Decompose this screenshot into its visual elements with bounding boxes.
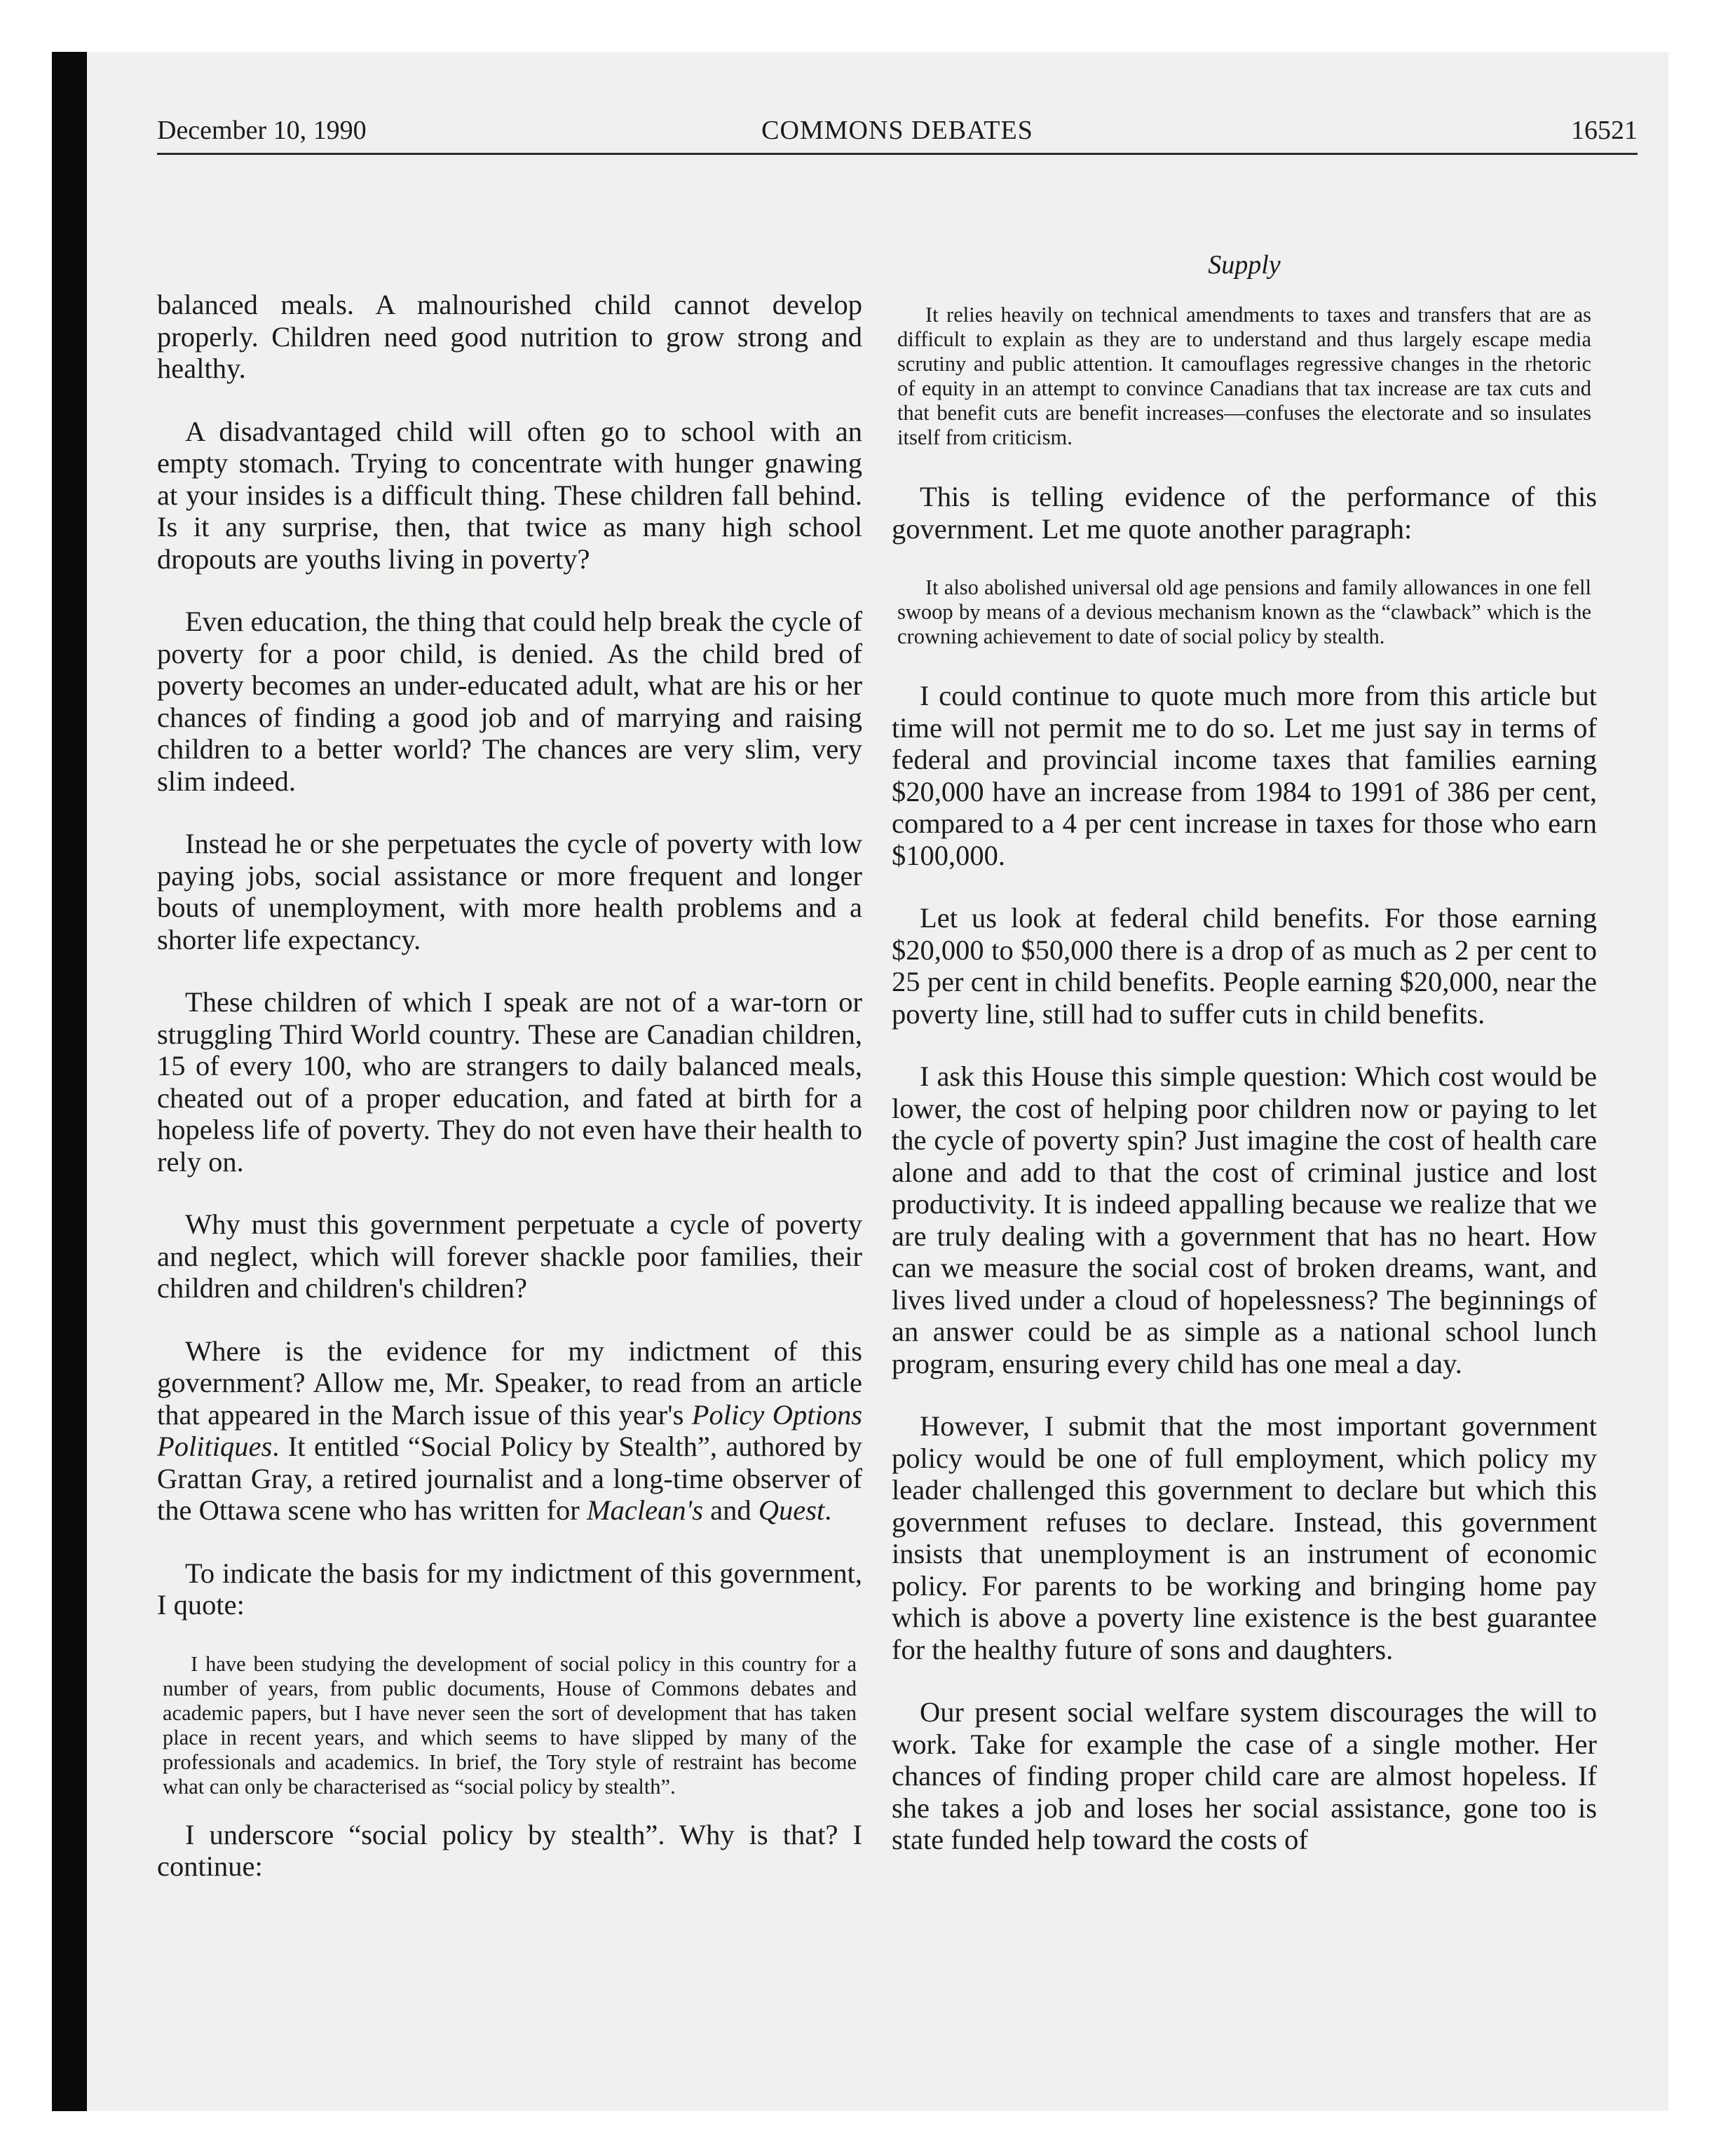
block-quote: It also abolished universal old age pensions and family allowances in one fell swoop by means of a devious mechanism known as the “clawback” which is the crowning achievement to date of social policy by stealth. <box>897 575 1591 648</box>
section-tag: Supply <box>1208 250 1281 280</box>
paragraph: Why must this government perpetuate a cycle of poverty and neglect, which will forever shackle poor families, their children and children's children? <box>157 1208 862 1304</box>
text-run: . <box>824 1494 832 1526</box>
paragraph: Our present social welfare system discourages the will to work. Take for example the case of a single mother. Her chances of finding proper child care are almost hopeless. If she takes a job and loses her social assistance, gone too is state funded help toward the costs of <box>892 1696 1597 1855</box>
paragraph: This is telling evidence of the performance of this government. Let me quote another paragraph: <box>892 481 1597 545</box>
paragraph: I ask this House this simple question: Which cost would be lower, the cost of helping poor children now or paying to let the cycle of poverty spin? Just imagine the cost of health care alone and add to that the cost of criminal justice and lost productivity. It is indeed appalling because we realize that we are truly dealing with a government that has no heart. How can we measure the social cost of broken dreams, want, and lives lived under a cloud of hopelessness? The beginnings of an answer could be as simple as a national school lunch program, ensuring every child has one meal a day. <box>892 1060 1597 1379</box>
paragraph-evidence <box>157 1335 862 1527</box>
paragraph: Even education, the thing that could help break the cycle of poverty for a poor child, is denied. As the child bred of poverty becomes an under-educated adult, what are his or her chances of finding a good job and of marrying and raising children to a better world? The chances are very slim, very slim indeed. <box>157 606 862 797</box>
page-body <box>157 108 1638 1882</box>
running-head <box>157 108 1638 155</box>
paragraph: I could continue to quote much more from this article but time will not permit me to do so. Let me just say in terms of federal and provincial income taxes that families earning $20,000 have an increase from 1984 to 1991 of 386 per cent, compared to a 4 per cent increase in taxes for those who earn $100,000. <box>892 680 1597 871</box>
magazine-title: Quest <box>758 1494 825 1526</box>
magazine-title: Maclean's <box>586 1494 704 1526</box>
paragraph: These children of which I speak are not of a war-torn or struggling Third World country. These are Canadian children, 15 of every 100, who are strangers to daily balanced meals, cheated out of a proper education, and fated at birth for a hopeless life of poverty. They do not even have their health to rely on. <box>157 986 862 1178</box>
text-run: Where is the evidence for my indictment of this government? Allow me, Mr. Speaker, to read from an article that appeared in the March issue of this year's <box>157 1335 862 1431</box>
paragraph: A disadvantaged child will often go to school with an empty stomach. Trying to concentrate with hunger gnawing at your insides is a difficult thing. These children fall behind. Is it any surprise, then, that twice as many high school dropouts are youths living in poverty? <box>157 415 862 575</box>
paragraph: balanced meals. A malnourished child cannot develop properly. Children need good nutrition to grow strong and healthy. <box>157 289 862 384</box>
right-column <box>892 248 1597 1887</box>
header-page-number: 16521 <box>1571 116 1638 145</box>
paragraph: Instead he or she perpetuates the cycle of poverty with low paying jobs, social assistance or more frequent and longer bouts of unemployment, with more health problems and a shorter life expectancy. <box>157 828 862 955</box>
block-quote: It relies heavily on technical amendments to taxes and transfers that are as difficult to explain as they are to understand and thus largely escape media scrutiny and public attention. It camouflages regressive changes in the rhetoric of equity in an attempt to convince Canadians that tax increase are tax cuts and that benefit cuts are benefit increases—confuses the electorate and so insulates itself from criticism. <box>897 303 1591 449</box>
text-run: . It entitled “Social Policy by Stealth”, authored by Grattan Gray, a retired journalist and a long-time observer of the Ottawa scene who has written for <box>157 1431 862 1526</box>
paragraph: To indicate the basis for my indictment of this government, I quote: <box>157 1557 862 1621</box>
binding-edge <box>52 52 87 2111</box>
paragraph: Let us look at federal child benefits. For those earning $20,000 to $50,000 there is a drop of as much as 2 per cent to 25 per cent in child benefits. People earning $20,000, near the poverty line, still had to suffer cuts in child benefits. <box>892 902 1597 1030</box>
header-date: December 10, 1990 <box>157 116 367 145</box>
paragraph: However, I submit that the most important government policy would be one of full employment, which policy my leader challenged this government to declare but which this government refuses to declare. Instead, this government insists that unemployment is an instrument of economic policy. For parents to be working and bringing home pay which is above a poverty line existence is the best guarantee for the healthy future of sons and daughters. <box>892 1410 1597 1665</box>
block-quote: I have been studying the development of social policy in this country for a number of years, from public documents, House of Commons debates and academic papers, but I have never seen the sort of development that has taken place in recent years, and which seems to have slipped by many of the professionals and academics. In brief, the Tory style of restraint has become what can only be characterised as “social policy by stealth”. <box>163 1651 857 1799</box>
text-run: and <box>703 1494 758 1526</box>
journal-title: Policy Options Politiques <box>157 1398 862 1462</box>
left-column <box>157 289 862 1913</box>
paragraph: I underscore “social policy by stealth”. Why is that? I continue: <box>157 1818 862 1882</box>
header-title: COMMONS DEBATES <box>761 116 1033 145</box>
scanned-page <box>52 52 1668 2111</box>
